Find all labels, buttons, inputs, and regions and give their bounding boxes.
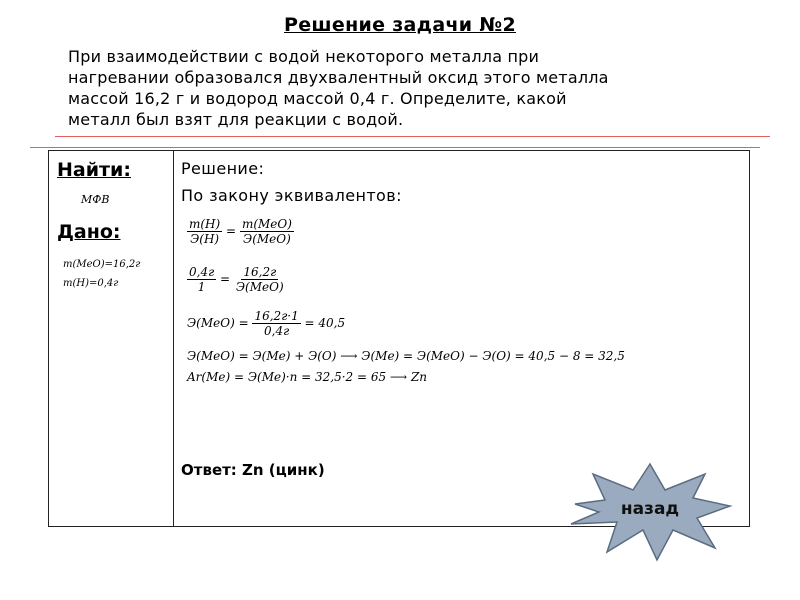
formula-lhs: Э(MeO) = bbox=[187, 316, 253, 330]
task-statement bbox=[68, 46, 708, 130]
red-divider-top bbox=[55, 136, 770, 137]
given-label: Дано: bbox=[57, 221, 121, 243]
slide-title: Решение задачи №2 bbox=[284, 14, 516, 36]
denominator: 0,4г bbox=[264, 324, 290, 338]
find-label: Найти: bbox=[57, 159, 131, 181]
equals-sign: = bbox=[219, 272, 231, 286]
equals-sign: = bbox=[226, 224, 237, 238]
column-divider bbox=[173, 151, 174, 526]
fraction bbox=[187, 265, 216, 294]
fraction bbox=[252, 309, 300, 338]
fraction bbox=[187, 217, 222, 246]
numerator: m(H) bbox=[189, 217, 221, 231]
formula-equivalents bbox=[187, 217, 294, 246]
denominator: Э(MeO) bbox=[235, 280, 284, 294]
formula-oxide-equivalent bbox=[187, 309, 345, 338]
numerator: m(MeO) bbox=[241, 217, 292, 231]
formula-metal-equivalent: Э(MeO) = Э(Me) + Э(O) ⟶ Э(Me) = Э(MeO) − Э(O) = 40,5 − 8 = 32,5 bbox=[187, 349, 625, 363]
formula-rhs: = 40,5 bbox=[304, 316, 346, 330]
task-line: массой 16,2 г и водород массой 0,4 г. Определите, какой bbox=[68, 89, 567, 108]
answer-text: Ответ: Zn (цинк) bbox=[181, 461, 325, 479]
denominator: Э(MeO) bbox=[243, 232, 291, 246]
given-mass-oxide: m(MeO)=16,2г bbox=[63, 259, 141, 270]
fraction bbox=[240, 217, 294, 246]
task-line: При взаимодействии с водой некоторого металла при bbox=[68, 47, 540, 66]
back-button[interactable] bbox=[565, 462, 735, 562]
fraction bbox=[234, 265, 286, 294]
given-column bbox=[49, 151, 173, 526]
numerator: 0,4г bbox=[189, 265, 215, 279]
numerator: 16,2г bbox=[243, 265, 277, 279]
numerator: 16,2г·1 bbox=[254, 309, 299, 323]
task-line: нагревании образовался двухвалентный оксид этого металла bbox=[68, 68, 609, 87]
solution-heading: Решение: bbox=[181, 159, 265, 178]
back-button-label: назад bbox=[620, 499, 680, 519]
law-text: По закону эквивалентов: bbox=[181, 186, 402, 205]
find-value: МФВ bbox=[81, 193, 110, 206]
denominator: 1 bbox=[197, 280, 206, 294]
formula-atomic-mass: Ar(Me) = Э(Me)·n = 32,5·2 = 65 ⟶ Zn bbox=[187, 370, 428, 384]
formula-substitution bbox=[187, 265, 286, 294]
given-mass-hydrogen: m(H)=0,4г bbox=[63, 278, 119, 289]
denominator: Э(Н) bbox=[190, 232, 220, 246]
red-divider-bottom bbox=[30, 147, 760, 148]
task-line: металл был взят для реакции с водой. bbox=[68, 110, 404, 129]
